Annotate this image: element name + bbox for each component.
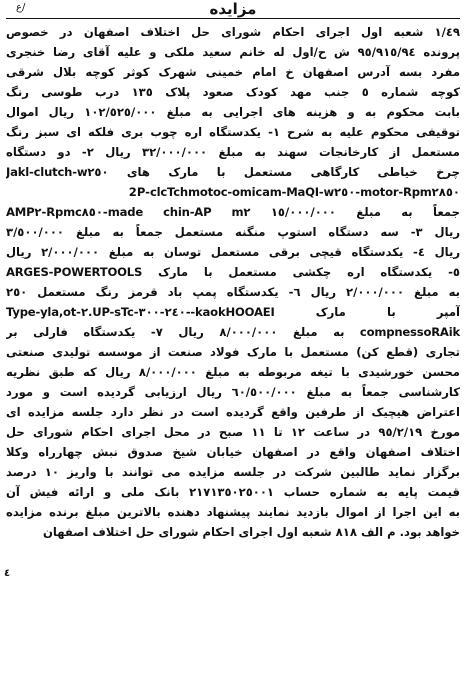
body-line: برگزار نماید طالبین شرکت در جلسه مزایده می توانند با واریز ١٠ درصد: [6, 465, 460, 479]
body-line: اختلاف اصفهان واقع در اصفهان خیابان شیخ صدوق نبش چهارراه وکلا: [6, 445, 460, 459]
body-line: مستعمل از کارخانجات سهند به مبلغ ٣٢/٠٠٠/٠٠٠ ریال ٢- دو دستگاه: [6, 145, 460, 159]
body-line: به این اجرا از اموال بازدید نمایند پیشنهاد دهنده بالاترین مبلغ برنده مزایده: [6, 505, 460, 519]
body-line: تجاری (قطع کن) مستعمل با مارک فولاد صنعت از موسسه تولیدی صنعتی: [6, 345, 460, 359]
body-line: چرخ خیاطی کارگاهی مستعمل با مارک های Jakl-clutch-w٢٥٠: [6, 165, 460, 179]
body-line: بابت محکوم به و هزینه های اجرایی به مبلغ ١٠٢/٥٢٥/٠٠٠ ریال اموال: [6, 105, 460, 119]
body-line: کوچه شماره ٥ جنب مهد کودک صعود پلاک ١٣٥ درب طوسی رنگ: [6, 85, 460, 99]
notice-body: [6, 22, 460, 542]
body-line: آمپر با مارک kaokHOOAEI--٢٤٠-٣٠٠-UP-sTc.٢-Type-yla,ot: [6, 305, 460, 319]
body-line: ١/٤٩ شعبه اول اجرای احکام شورای حل اختلاف اصفهان در خصوص: [6, 25, 460, 39]
auction-notice: [6, 0, 460, 675]
body-line: ریال ٣- سه دستگاه استوپ منگنه مستعمل جمعاً به مبلغ ٣/٥٠٠/٠٠٠: [6, 225, 460, 239]
body-line: ٥- یکدستگاه اره چکشی مستعمل با مارک ARGES-POWERTOOLS: [6, 265, 460, 279]
body-line: motor-Rpm٢٨٥٠-clcTchmotoc-omicam-MaQI-w٢٥٠-2P: [128, 185, 460, 199]
body-line: پرونده ٩٥/٩١٥/٩٤ ش ح/اول له خانم سعید ملکی و علیه آقای رضا خنجری: [6, 45, 460, 59]
notice-title: مزایده: [209, 0, 257, 18]
body-line: محسن خورشیدی با تیغه مربوطه به مبلغ ٨/٠٠٠/٠٠٠ ریال که طبق نظریه: [6, 365, 460, 379]
body-line: قیمت پایه به شماره حساب ٢١٧١٣٥٠٢٥٠٠١ بانک ملی و ارائه فیش آن: [6, 485, 460, 499]
body-line: جمعاً به مبلغ ١٥/٠٠٠/٠٠٠ made chin-AP m٢-Rpmc٨٥٠-AMP٢: [6, 205, 460, 219]
body-line: خواهد بود. م الف ٨١٨ شعبه اول اجرای احکام شورای حل اختلاف اصفهان: [42, 525, 460, 539]
body-line: به مبلغ ٢/٠٠٠/٠٠٠ ریال ٦- یکدستگاه پمپ باد قرمز رنگ مستعمل ٢٥٠: [6, 285, 460, 299]
body-line: مفرد بسه آدرس اصفهان خ امام خمینی شهرک کوثر کوچه بلال شرقی: [6, 65, 460, 79]
margin-mark: ٤: [4, 568, 11, 579]
body-line: compnessoRAik به مبلغ ٨/٠٠٠/٠٠٠ ریال ٧- یکدستگاه فارلی بر: [6, 325, 460, 339]
body-line: توقیفی محکوم علیه به شرح ١- یکدستگاه اره چوب بری فلکه ای سبز رنگ: [6, 125, 460, 139]
body-line: مورخ ٩٥/٢/١٩ در ساعت ١٢ تا ١١ صبح در محل اجرای احکام شورای حل: [6, 425, 460, 439]
corner-mark: ع/: [16, 2, 26, 13]
notice-header: [6, 0, 460, 19]
body-line: ریال ٤- یکدستگاه قیچی برقی مستعمل توسان به مبلغ ٢/٠٠٠/٠٠٠ ریال: [6, 245, 460, 259]
body-line: اعتراض هیچیک از طرفین واقع گردیده است در نظر دارد جلسه مزایده ای: [6, 405, 460, 419]
body-line: کارشناسی جمعاً به مبلغ ٦٠/٥٠٠/٠٠٠ ریال ارزیابی گردیده است و مورد: [6, 385, 460, 399]
